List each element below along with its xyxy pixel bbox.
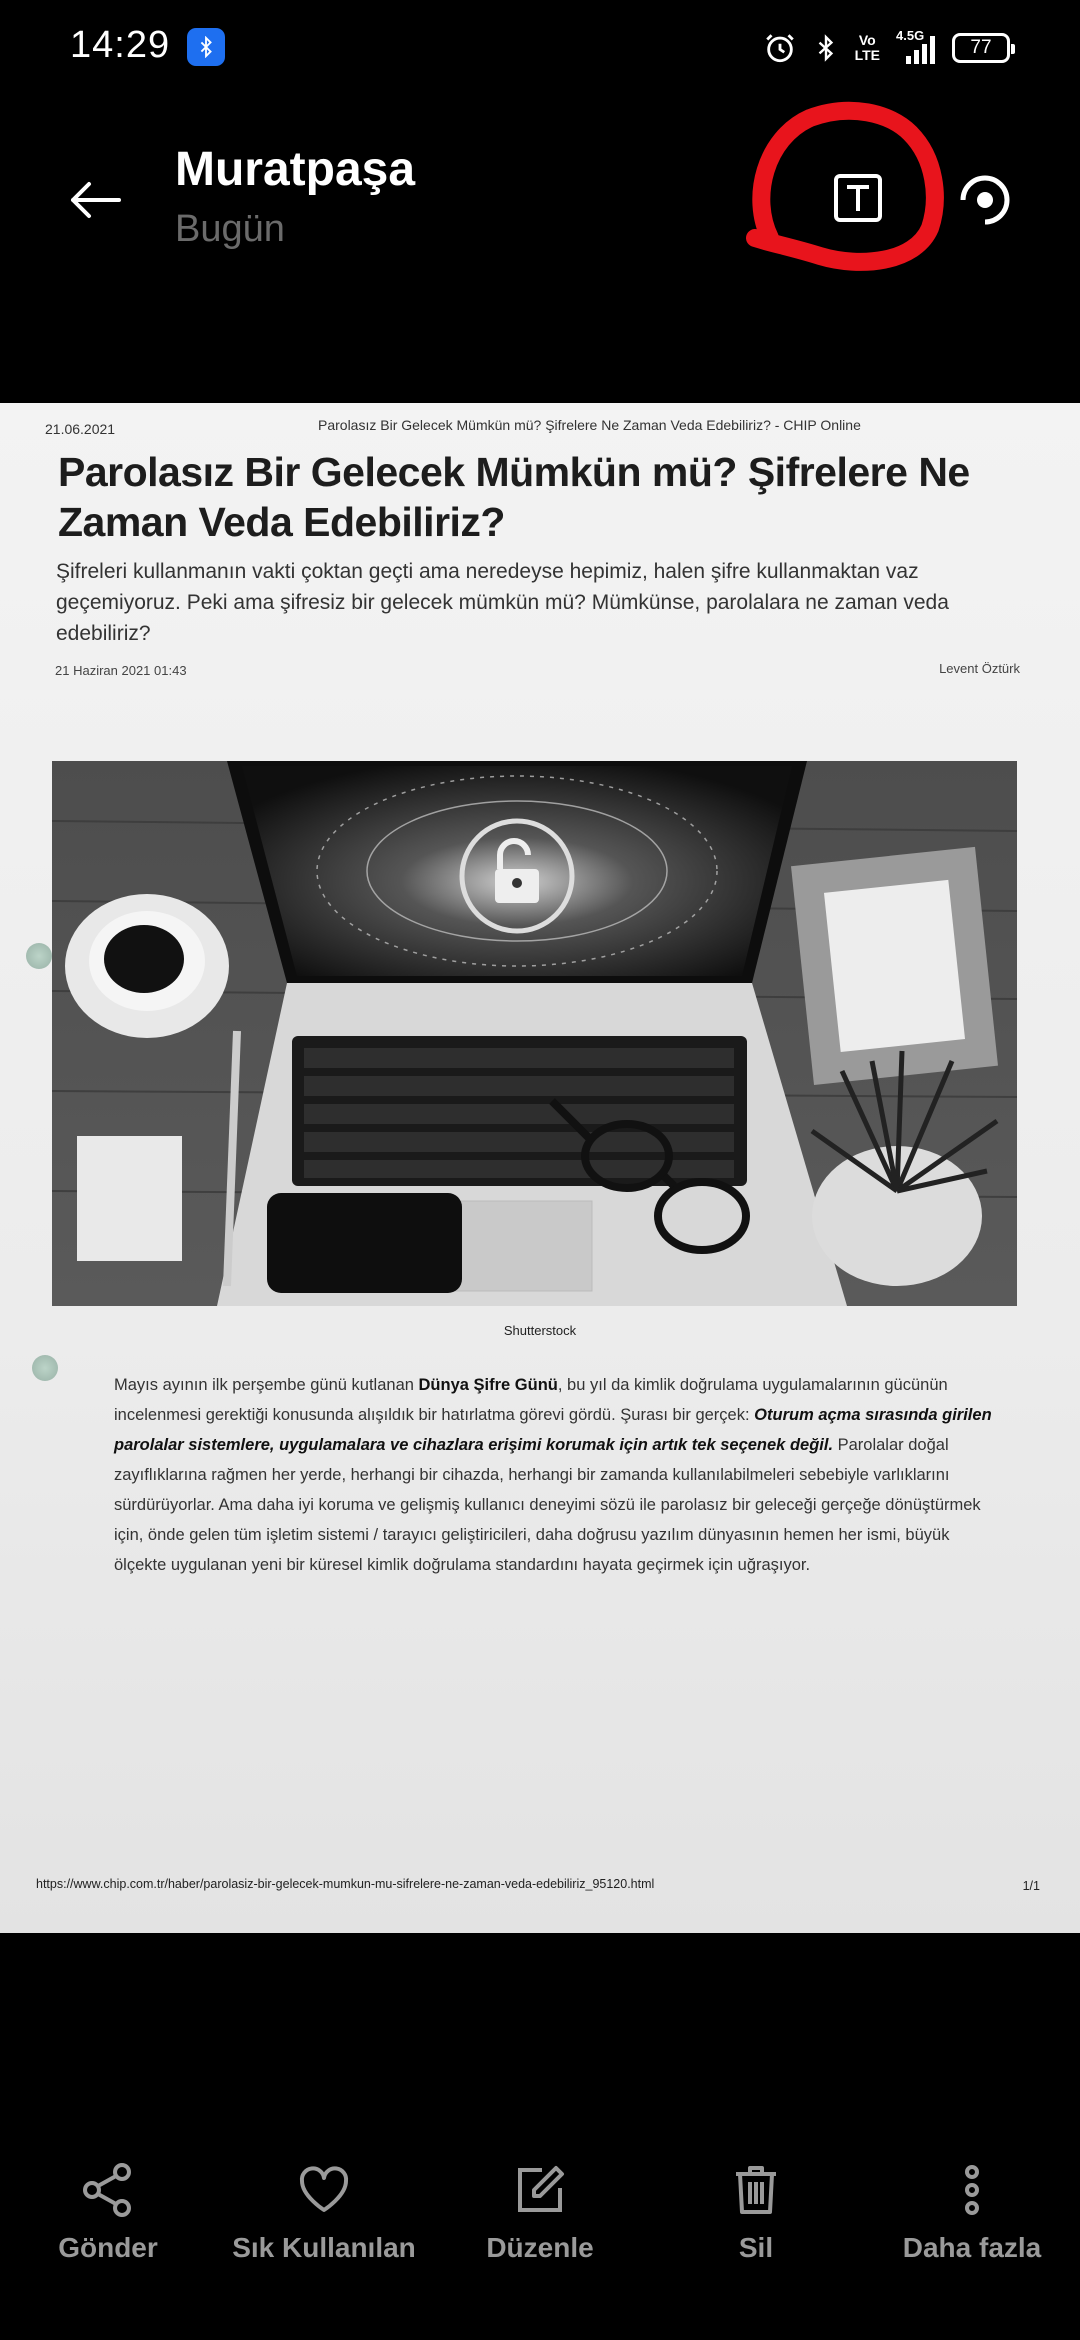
delete-label: Sil: [738, 2232, 774, 2263]
battery-icon: 77: [952, 33, 1010, 63]
visual-search-button[interactable]: [955, 170, 1015, 230]
bluetooth-notification-icon: [187, 28, 225, 66]
back-button[interactable]: [60, 170, 130, 230]
article-author: Levent Öztürk: [939, 661, 1020, 676]
bottom-action-bar: [0, 2150, 1080, 2290]
punch-hole: [32, 1355, 58, 1381]
date-subtitle: Bugün: [175, 208, 285, 250]
article-hero-image: [52, 761, 1017, 1306]
signal-icon: 4.5G: [896, 30, 936, 66]
bluetooth-icon: [813, 31, 839, 65]
document-page-number: 1/1: [1022, 1879, 1040, 1893]
top-app-bar: [0, 120, 1080, 280]
share-label: Gönder: [58, 2232, 158, 2263]
document-page-header: Parolasız Bir Gelecek Mümkün mü? Şifrelere Ne Zaman Veda Edebiliriz? - CHIP Online: [318, 417, 861, 433]
favorite-button[interactable]: [216, 2150, 432, 2290]
article-lead: Şifreleri kullanmanın vakti çoktan geçti ama neredeyse hepimiz, halen şifre kullanmaktan vaz geçemiyoruz. Peki ama şifresiz bir gelecek mümkün mü? Mümkünse, parolalara ne zaman veda edebiliriz?: [56, 560, 949, 645]
article-title: Parolasız Bir Gelecek Mümkün mü? Şifrelere Ne Zaman Veda Edebiliriz?: [58, 449, 970, 545]
status-bar: [0, 0, 1080, 100]
edit-icon: [510, 2160, 570, 2220]
more-button[interactable]: [864, 2150, 1080, 2290]
document-print-date: 21.06.2021: [45, 421, 116, 437]
share-button[interactable]: [0, 2150, 216, 2290]
article-body: Mayıs ayının ilk perşembe günü kutlanan Dünya Şifre Günü, bu yıl da kimlik doğrulama uygulamalarının gücünün incelenmesi gerektiği konusunda alışıldık bir hatırlatma görevi gördü. Şurası bir gerçek: Oturum açma sırasında girilen parolalar sistemlere, uygulamalara ve cihazlara erişimi korumak için artık tek seçenek değil. Parolalar doğal zayıflıklarına rağmen her yerde, herhangi bir cihazda, herhangi bir zamanda kullanılabilmeleri sebebiyle varlıklarını sürdürüyorlar. Ama daha iyi koruma ve gelişmiş kullanıcı deneyimi sözü ile parolasız bir geleceği gerçeğe dönüştürmek için, önde gelen tüm işletim sistemi / tarayıcı geliştiricileri, daha doğrusu yazılım dünyasının hemen her ismi, büyük ölçekte uygulanan yeni bir küresel kimlik doğrulama standardını hayata geçirmek için uğraşıyor.: [114, 1376, 992, 1574]
arrow-left-icon: [67, 180, 123, 220]
status-icons: [763, 28, 1010, 68]
trash-icon: [726, 2160, 786, 2220]
album-title: Muratpaşa: [175, 143, 416, 196]
more-vertical-icon: [942, 2160, 1002, 2220]
article-date: 21 Haziran 2021 01:43: [55, 663, 187, 678]
share-icon: [78, 2160, 138, 2220]
edit-label: Düzenle: [486, 2232, 594, 2263]
scan-icon: [955, 170, 1015, 230]
photo-viewer-image[interactable]: [0, 403, 1080, 1933]
punch-hole: [26, 943, 52, 969]
image-caption: Shutterstock: [503, 1323, 577, 1338]
volte-icon: Vo LTE: [854, 32, 880, 63]
alarm-icon: [763, 31, 797, 65]
favorite-label: Sık Kullanılan: [232, 2232, 416, 2263]
edit-button[interactable]: [432, 2150, 648, 2290]
text-recognition-icon: [833, 173, 883, 223]
heart-icon: [294, 2160, 354, 2220]
document-footer-url: https://www.chip.com.tr/haber/parolasiz-bir-gelecek-mumkun-mu-sifrelere-ne-zaman-veda-edebiliriz_95120.html: [36, 1877, 655, 1891]
more-label: Daha fazla: [902, 2232, 1042, 2263]
delete-button[interactable]: [648, 2150, 864, 2290]
status-time: 14:29: [70, 24, 171, 66]
text-recognition-button[interactable]: [830, 170, 886, 226]
